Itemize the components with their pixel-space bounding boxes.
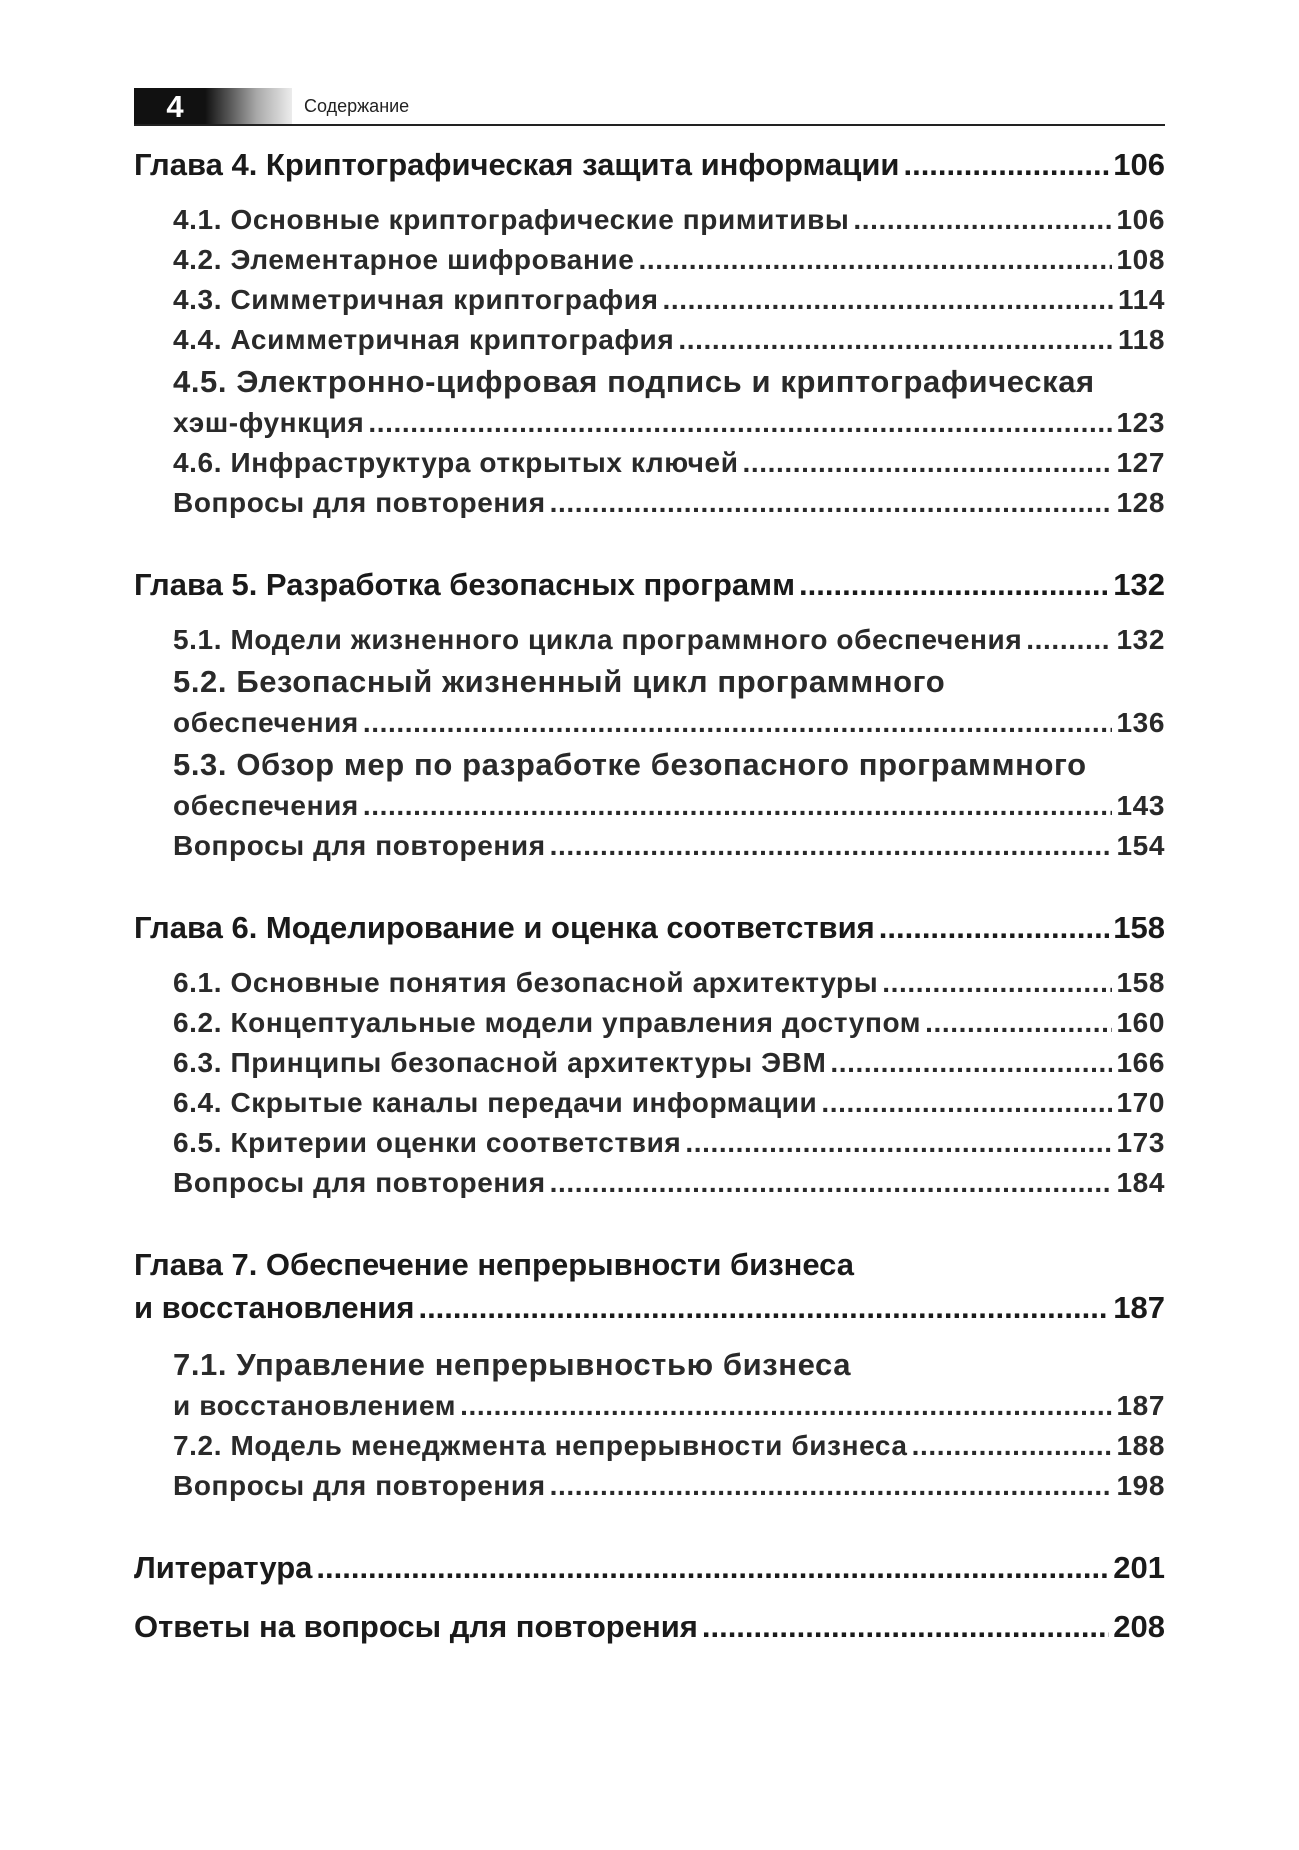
- toc-final-entry[interactable]: [134, 1546, 1165, 1589]
- section-title: 5.1. Модели жизненного цикла программного обеспечения: [173, 624, 1023, 655]
- page-number: 4: [166, 89, 184, 124]
- header-rule: [134, 124, 1165, 126]
- toc-section-multiline[interactable]: [134, 743, 1165, 826]
- dot-leader: [799, 563, 1109, 606]
- dot-leader: [821, 1083, 1112, 1123]
- section-title: 4.6. Инфраструктура открытых ключей: [173, 447, 739, 478]
- toc-section-entry[interactable]: [134, 320, 1165, 360]
- section-page: 118: [1118, 324, 1165, 355]
- running-title: Содержание: [304, 96, 410, 116]
- section-page: 198: [1116, 1470, 1165, 1501]
- chapter-5: [134, 563, 1165, 866]
- section-page: 123: [1116, 407, 1165, 438]
- toc-section-multiline[interactable]: [134, 360, 1165, 443]
- section-page: 108: [1116, 244, 1165, 275]
- toc-section-entry[interactable]: [134, 200, 1165, 240]
- section-page: 187: [1116, 1390, 1165, 1421]
- dot-leader: [550, 483, 1113, 523]
- dot-leader: [830, 1043, 1112, 1083]
- dot-leader: [363, 786, 1113, 826]
- toc-final-entry[interactable]: [134, 1605, 1165, 1648]
- section-list: [134, 620, 1165, 866]
- toc-section-entry[interactable]: [134, 1003, 1165, 1043]
- dot-leader: [743, 443, 1113, 483]
- toc-section-entry[interactable]: [134, 1043, 1165, 1083]
- toc-section-entry[interactable]: [134, 963, 1165, 1003]
- toc-section-multiline[interactable]: [134, 1343, 1165, 1426]
- section-title-line1: 5.2. Безопасный жизненный цикл программного: [173, 664, 946, 699]
- toc-chapter-entry[interactable]: [134, 563, 1165, 606]
- section-page: 158: [1116, 967, 1165, 998]
- chapter-page: 132: [1113, 567, 1165, 602]
- chapter-title: Глава 5. Разработка безопасных программ: [134, 567, 796, 602]
- section-title: 4.3. Симметричная криптография: [173, 284, 659, 315]
- section-title: 6.3. Принципы безопасной архитектуры ЭВМ: [173, 1047, 827, 1078]
- toc-section-multiline[interactable]: [134, 660, 1165, 743]
- table-of-contents: [134, 143, 1165, 1664]
- section-list: [134, 1343, 1165, 1506]
- toc-section-entry[interactable]: [134, 1163, 1165, 1203]
- section-title: 4.1. Основные криптографические примитивы: [173, 204, 850, 235]
- dot-leader: [418, 1286, 1109, 1329]
- dot-leader: [550, 1163, 1113, 1203]
- dot-leader: [912, 1426, 1113, 1466]
- dot-leader: [460, 1386, 1112, 1426]
- final-page: 201: [1113, 1550, 1165, 1585]
- section-page: 114: [1118, 284, 1165, 315]
- section-page: 170: [1116, 1087, 1165, 1118]
- section-title: 6.5. Критерии оценки соответствия: [173, 1127, 682, 1158]
- toc-section-entry[interactable]: [134, 240, 1165, 280]
- section-title: Вопросы для повторения: [173, 1470, 546, 1501]
- section-page: 184: [1116, 1167, 1165, 1198]
- final-title: Литература: [134, 1550, 313, 1585]
- dot-leader: [882, 963, 1112, 1003]
- section-list: [134, 200, 1165, 523]
- dot-leader: [363, 703, 1113, 743]
- section-page: 106: [1116, 204, 1165, 235]
- dot-leader: [853, 200, 1112, 240]
- dot-leader: [638, 240, 1112, 280]
- dot-leader: [702, 1605, 1109, 1648]
- chapter-title: Глава 6. Моделирование и оценка соответствия: [134, 910, 875, 945]
- chapter-4: [134, 143, 1165, 523]
- section-page: 127: [1116, 447, 1165, 478]
- chapter-7: [134, 1243, 1165, 1506]
- chapter-6: [134, 906, 1165, 1203]
- chapter-title: и восстановления: [134, 1290, 415, 1325]
- section-title: 7.2. Модель менеджмента непрерывности бизнеса: [173, 1430, 908, 1461]
- dot-leader: [368, 403, 1112, 443]
- toc-section-entry[interactable]: [134, 443, 1165, 483]
- chapter-title-line1: Глава 7. Обеспечение непрерывности бизнеса: [134, 1247, 855, 1282]
- chapter-title: Глава 4. Криптографическая защита информации: [134, 147, 900, 182]
- section-title: хэш-функция: [173, 407, 365, 438]
- dot-leader: [316, 1546, 1109, 1589]
- toc-section-entry[interactable]: [134, 280, 1165, 320]
- toc-chapter-entry[interactable]: [134, 1243, 1165, 1329]
- section-title: обеспечения: [173, 790, 359, 821]
- section-page: 143: [1116, 790, 1165, 821]
- section-title: 6.4. Скрытые каналы передачи информации: [173, 1087, 818, 1118]
- section-page: 128: [1116, 487, 1165, 518]
- section-page: 154: [1116, 830, 1165, 861]
- page-header: [134, 88, 1165, 126]
- section-list: [134, 963, 1165, 1203]
- toc-section-entry[interactable]: [134, 1083, 1165, 1123]
- dot-leader: [550, 1466, 1113, 1506]
- toc-section-entry[interactable]: [134, 1123, 1165, 1163]
- section-title: обеспечения: [173, 707, 359, 738]
- dot-leader: [550, 826, 1113, 866]
- toc-section-entry[interactable]: [134, 1426, 1165, 1466]
- section-title: и восстановлением: [173, 1390, 457, 1421]
- toc-section-entry[interactable]: [134, 1466, 1165, 1506]
- section-title: 4.2. Элементарное шифрование: [173, 244, 635, 275]
- toc-section-entry[interactable]: [134, 483, 1165, 523]
- section-page: 173: [1116, 1127, 1165, 1158]
- section-page: 132: [1116, 624, 1165, 655]
- chapter-page: 187: [1113, 1290, 1165, 1325]
- chapter-page: 158: [1113, 910, 1165, 945]
- dot-leader: [685, 1123, 1112, 1163]
- section-title: 4.4. Асимметричная криптография: [173, 324, 675, 355]
- back-matter: [134, 1546, 1165, 1648]
- section-page: 188: [1116, 1430, 1165, 1461]
- section-title: 6.2. Концептуальные модели управления доступом: [173, 1007, 922, 1038]
- section-title-line1: 5.3. Обзор мер по разработке безопасного программного: [173, 747, 1087, 782]
- dot-leader: [879, 906, 1110, 949]
- section-page: 166: [1116, 1047, 1165, 1078]
- toc-chapter-entry[interactable]: [134, 143, 1165, 186]
- toc-section-entry[interactable]: [134, 620, 1165, 660]
- toc-section-entry[interactable]: [134, 826, 1165, 866]
- dot-leader: [1026, 620, 1112, 660]
- dot-leader: [903, 143, 1109, 186]
- dot-leader: [663, 280, 1115, 320]
- toc-chapter-entry[interactable]: [134, 906, 1165, 949]
- section-title-line1: 4.5. Электронно-цифровая подпись и криптографическая: [173, 364, 1095, 399]
- section-title: Вопросы для повторения: [173, 830, 546, 861]
- section-page: 160: [1116, 1007, 1165, 1038]
- section-title: Вопросы для повторения: [173, 1167, 546, 1198]
- chapter-page: 106: [1113, 147, 1165, 182]
- section-title: 6.1. Основные понятия безопасной архитектуры: [173, 967, 879, 998]
- section-title: Вопросы для повторения: [173, 487, 546, 518]
- section-page: 136: [1116, 707, 1165, 738]
- dot-leader: [678, 320, 1114, 360]
- final-page: 208: [1113, 1609, 1165, 1644]
- dot-leader: [925, 1003, 1112, 1043]
- final-title: Ответы на вопросы для повторения: [134, 1609, 698, 1644]
- section-title-line1: 7.1. Управление непрерывностью бизнеса: [173, 1347, 852, 1382]
